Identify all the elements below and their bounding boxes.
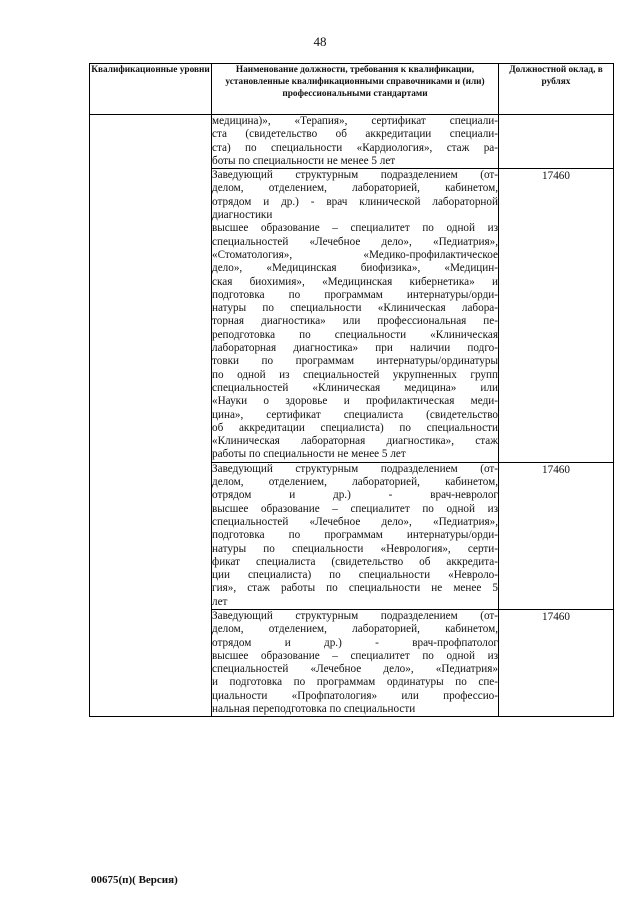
document-version-footer: 00675(п)( Версия) <box>91 874 178 886</box>
requirement-text-line: ста (свидетельство об аккредитации специали- <box>212 128 498 141</box>
header-position-requirements: Наименование должности, требования к квалификации, установленные квалификационными справочниками и (или) профессиональными стандартами <box>212 64 499 115</box>
requirement-text-line: дело», «Медицинская биофизика», «Медицин- <box>212 262 498 275</box>
position-requirements-cell <box>212 609 499 716</box>
requirement-text-line: диагностики <box>212 209 273 222</box>
requirement-text-line: Заведующий структурным подразделением (от- <box>212 609 498 622</box>
position-requirements-cell <box>212 169 499 463</box>
requirement-text-line: подготовка по программам интернатуры/орди- <box>212 529 498 542</box>
requirement-text-line: натуры по специальности «Неврология», серти- <box>212 542 498 555</box>
requirement-text-line: торная диагностика» или профессиональная пе- <box>212 315 498 328</box>
requirement-text-line: цина», сертификат специалиста (свидетельство <box>212 408 498 421</box>
salary-cell: 17460 <box>499 609 614 716</box>
requirement-text-line: отрядом и др.) - врач клинической лабораторной <box>212 195 498 208</box>
requirement-text-line: «Науки о здоровье и профилактическая меди- <box>212 395 498 408</box>
requirement-text-line: высшее образование – специалитет по одной из <box>212 502 498 515</box>
requirement-text-line: лабораторная диагностика» при наличии подго- <box>212 342 498 355</box>
salary-cell: 17460 <box>499 169 614 463</box>
requirement-text-line: подготовка по программам интернатуры/орди- <box>212 288 498 301</box>
requirement-text-line: и подготовка по программам ординатуры по спе- <box>212 676 498 689</box>
qualification-level-cell <box>90 115 212 717</box>
page-number: 48 <box>313 34 327 49</box>
position-requirements-cell <box>212 462 499 609</box>
header-qualification-levels: Квалификационные уровни <box>90 64 212 115</box>
requirement-text-line: отрядом и др.) - врач-невролог <box>212 489 498 502</box>
requirement-text-line: фикат специалиста (свидетельство об аккредита- <box>212 555 498 568</box>
salary-cell: 17460 <box>499 462 614 609</box>
requirement-text-line: отрядом и др.) - врач-профпатолог <box>212 636 498 649</box>
qualification-table <box>89 63 614 717</box>
header-salary: Должностной оклад, в рублях <box>499 64 614 115</box>
requirement-text-line: ции специалиста) по специальности «Невроло- <box>212 569 498 582</box>
requirement-text-line: лет <box>212 595 228 608</box>
requirement-text-line: циальности «Профпатология» или профессио- <box>212 689 498 702</box>
requirement-text-line: делом, отделением, лабораторией, кабинетом, <box>212 623 498 636</box>
requirement-text-line: ста) по специальности «Кардиология», стаж ра- <box>212 141 498 154</box>
requirement-text-line: делом, отделением, лабораторией, кабинетом, <box>212 182 498 195</box>
requirement-text-line: Заведующий структурным подразделением (от- <box>212 169 498 182</box>
requirement-text-line: Заведующий структурным подразделением (от- <box>212 462 498 475</box>
salary-cell <box>499 115 614 169</box>
table-row <box>90 115 614 169</box>
table-header-row <box>90 64 614 115</box>
requirement-text-line: по одной из специальностей укрупненных групп <box>212 368 498 381</box>
requirement-text-line: делом, отделением, лабораторией, кабинетом, <box>212 476 498 489</box>
requirement-text-line: специальностей «Клиническая медицина» или <box>212 381 498 394</box>
requirement-text-line: высшее образование – специалитет по одной из <box>212 222 498 235</box>
requirement-text-line: товки по программам интернатуры/ординатуры <box>212 355 498 368</box>
requirement-text-line: «Клиническая лабораторная диагностика», стаж <box>212 435 498 448</box>
requirement-text-line: об аккредитации специалиста) по специальности <box>212 421 498 434</box>
requirement-text-line: специальностей «Лечебное дело», «Педиатрия» <box>212 663 498 676</box>
requirement-text-line: реподготовка по специальности «Клиническая <box>212 328 498 341</box>
requirement-text-line: нальная переподготовка по специальности <box>212 703 416 716</box>
requirement-text-line: натуры по специальности «Клиническая лабора- <box>212 302 498 315</box>
requirement-text-line: ская биохимия», «Медицинская кибернетика» и <box>212 275 498 288</box>
requirement-text-line: высшее образование – специалитет по одной из <box>212 649 498 662</box>
requirement-text-line: боты по специальности не менее 5 лет <box>212 154 396 167</box>
requirement-text-line: специальностей «Лечебное дело», «Педиатрия», <box>212 235 498 248</box>
requirement-text-line: «Стоматология», «Медико-профилактическое <box>212 248 498 261</box>
requirement-text-line: работы по специальности не менее 5 лет <box>212 448 406 461</box>
position-requirements-cell <box>212 115 499 169</box>
requirement-text-line: специальностей «Лечебное дело», «Педиатрия», <box>212 515 498 528</box>
requirement-text-line: медицина)», «Терапия», сертификат специали- <box>212 115 498 127</box>
requirement-text-line: гия», стаж работы по специальности не менее 5 <box>212 582 498 595</box>
